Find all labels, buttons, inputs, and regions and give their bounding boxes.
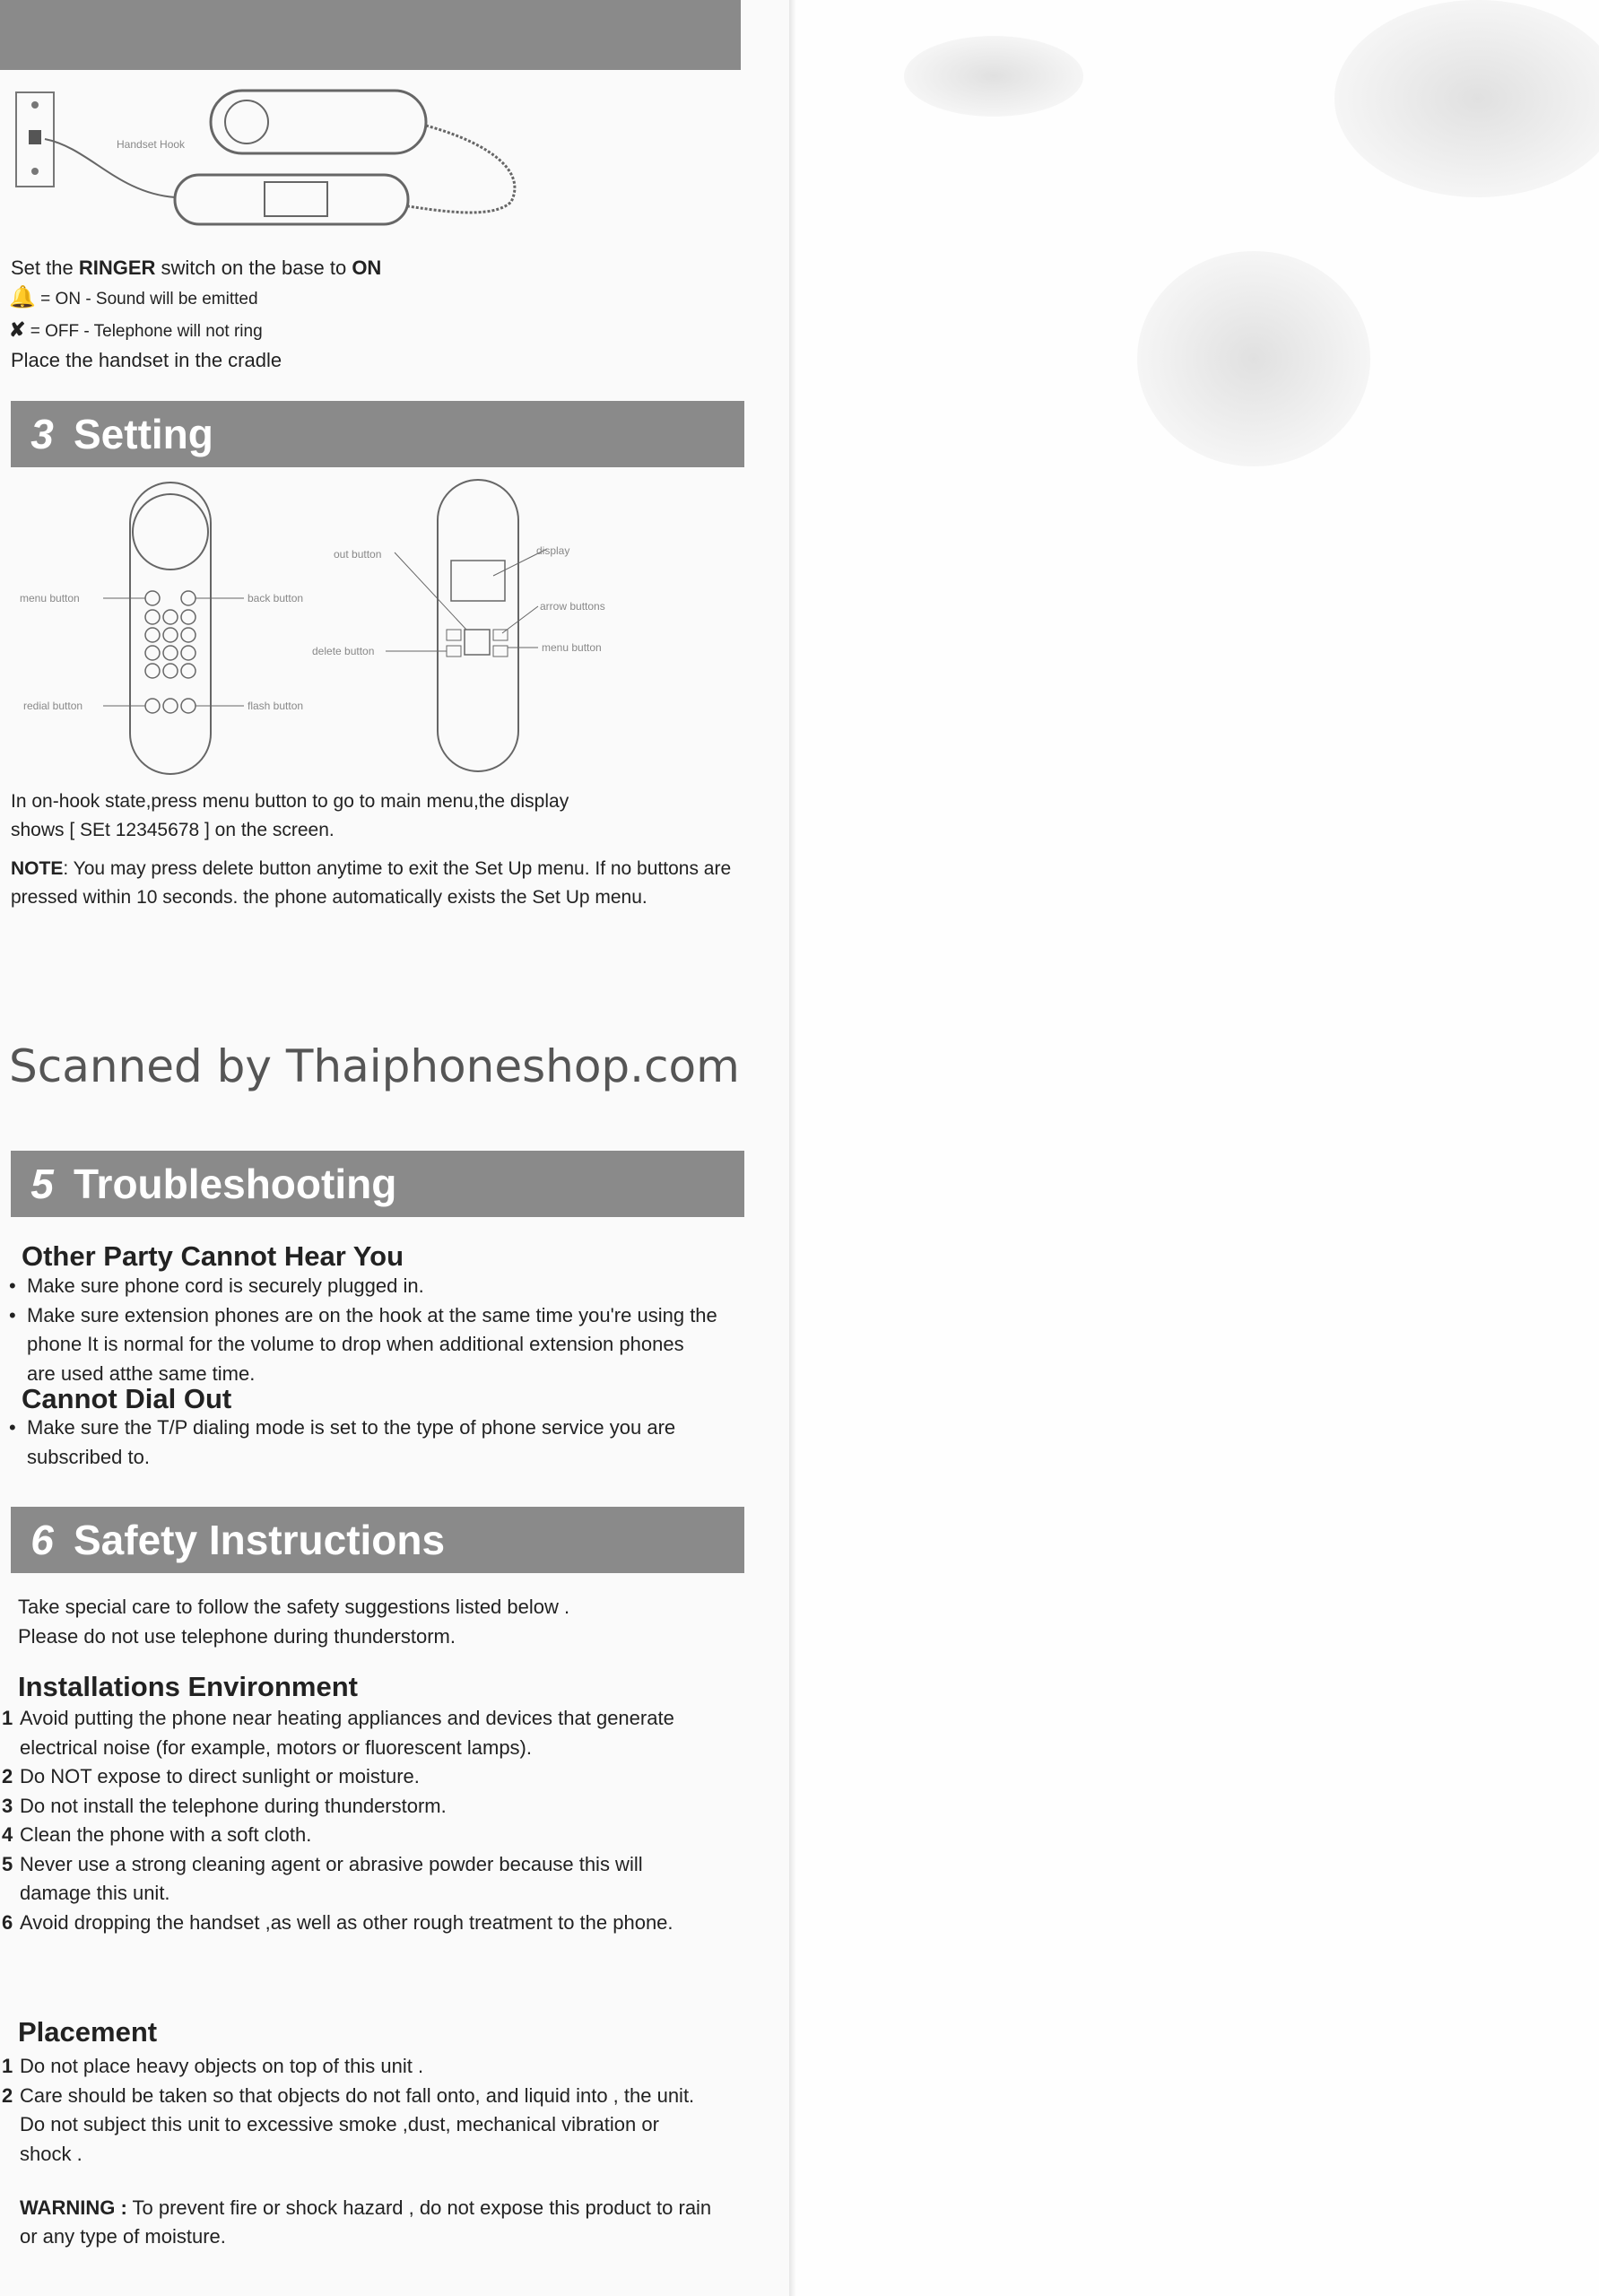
section-header-setting: 3 Setting: [11, 401, 744, 467]
list-item: 1 Avoid putting the phone near heating appliances and devices that generate electrical noise (for example, motors or fluorescent lamps).: [2, 1707, 674, 1759]
scan-smudge: [904, 36, 1083, 117]
list-item: • Make sure phone cord is securely plugged in.: [9, 1272, 717, 1301]
heading-placement: Placement: [18, 2016, 158, 2048]
list-item: • Make sure extension phones are on the hook at the same time you're using the phone It is normal for the volume to drop when additional extension phones are used atthe same time.: [9, 1301, 717, 1389]
section-header-safety: 6 Safety Instructions: [11, 1507, 744, 1573]
safety-warning: WARNING : To prevent fire or shock hazard , do not expose this product to rain or any type of moisture.: [20, 2196, 712, 2248]
list-item: 6 Avoid dropping the handset ,as well as other rough treatment to the phone.: [2, 1910, 673, 1934]
cannot-hear-list: [9, 1272, 717, 1388]
wall-mount-figure: [9, 85, 547, 242]
list-item: • Make sure the T/P dialing mode is set to the type of phone service you are subscribed to.: [9, 1413, 717, 1472]
section-header-troubleshooting: 5 Troubleshooting: [11, 1151, 744, 1217]
bell-icon: 🔔: [9, 285, 36, 309]
list-item: 3 Do not install the telephone during thunderstorm.: [2, 1794, 447, 1817]
phone-buttons-diagram: [9, 475, 655, 780]
handset-hook-label: Handset Hook: [117, 138, 186, 151]
placement-list: [2, 2052, 710, 2169]
setting-paragraph-line2: shows [ SEt 12345678 ] on the screen.: [11, 820, 335, 840]
list-item: 4 Clean the phone with a soft cloth.: [2, 1823, 312, 1846]
heading-installations-environment: Installations Environment: [18, 1671, 358, 1702]
scan-smudge: [1137, 251, 1370, 466]
scan-watermark: Scanned by Thaiphoneshop.com: [9, 1040, 740, 1092]
right-page-blank: [796, 0, 1599, 2296]
heading-cannot-hear: Other Party Cannot Hear You: [22, 1240, 404, 1272]
handset-cradle-instruction: Place the handset in the cradle: [11, 349, 282, 371]
menu-button-label: menu button: [20, 592, 80, 604]
list-item: 1 Do not place heavy objects on top of this unit .: [2, 2055, 424, 2077]
environment-list: [2, 1704, 710, 1937]
bell-off-icon: ✘: [9, 318, 26, 341]
back-button-label: back button: [248, 592, 304, 604]
setting-paragraph-line1: In on-hook state,press menu button to go to main menu,the display: [11, 791, 569, 812]
scan-smudge: [1334, 0, 1599, 197]
safety-intro-line1: Take special care to follow the safety suggestions listed below .: [18, 1596, 570, 1618]
ringer-instruction: Set the RINGER switch on the base to ON: [11, 257, 382, 279]
flash-button-label: flash button: [248, 700, 304, 712]
list-item: 5 Never use a strong cleaning agent or abrasive powder because this will damage this unit.: [2, 1852, 643, 1904]
left-page: [0, 0, 789, 2296]
list-item: 2 Do NOT expose to direct sunlight or moisture.: [2, 1765, 420, 1787]
cannot-dial-list: [9, 1413, 717, 1472]
ringer-modes: 🔔 = ON - Sound will be emitted ✘ = OFF - Telephone will not ring: [9, 285, 263, 341]
arrow-buttons-label: arrow buttons: [540, 600, 605, 613]
setting-note: NOTE: You may press delete button anytime to exit the Set Up menu. If no buttons are pressed within 10 seconds. the phone automatically exists the Set Up menu.: [11, 858, 732, 908]
out-button-label: out button: [334, 548, 382, 561]
redial-button-label: redial button: [23, 700, 83, 712]
heading-cannot-dial: Cannot Dial Out: [22, 1383, 232, 1414]
menu-button-right-label: menu button: [542, 641, 602, 654]
delete-button-label: delete button: [312, 645, 375, 657]
display-label: display: [536, 544, 570, 557]
page-fold: [789, 0, 796, 2296]
list-item: 2 Care should be taken so that objects do not fall onto, and liquid into , the unit. Do not subject this unit to excessive smoke ,dust, mechanical vibration or shock .: [2, 2083, 695, 2165]
section-header-bar-top: [0, 0, 741, 70]
safety-intro-line2: Please do not use telephone during thunderstorm.: [18, 1625, 456, 1648]
